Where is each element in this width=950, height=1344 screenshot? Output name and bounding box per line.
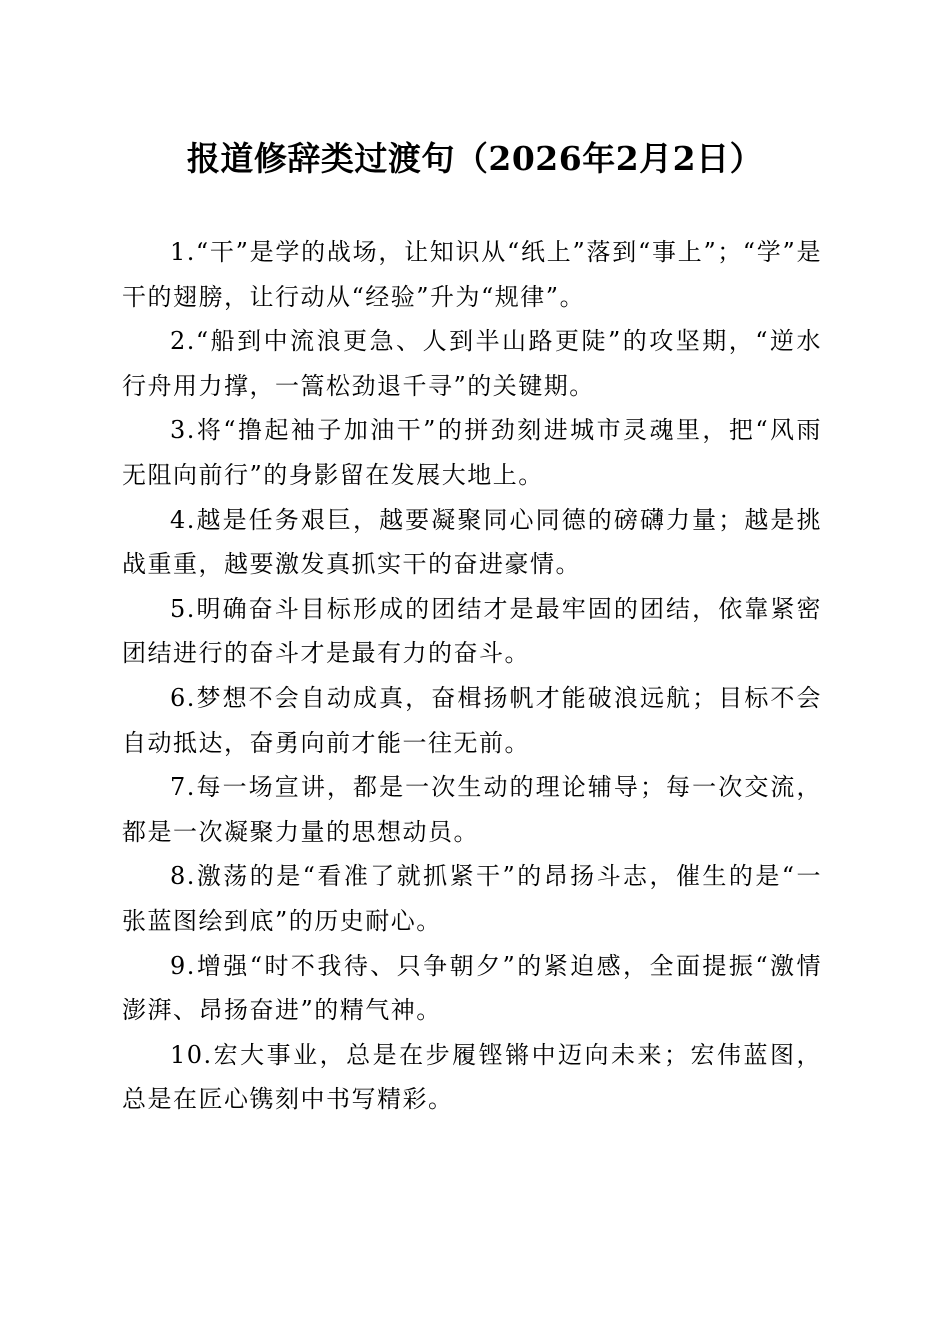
paragraph-10: 10.宏大事业，总是在步履铿锵中迈向未来；宏伟蓝图，总是在匠心镌刻中书写精彩。 xyxy=(122,1040,822,1114)
paragraph-9: 9.增强“时不我待、只争朝夕”的紧迫感，全面提振“激情澎湃、昂扬奋进”的精气神。 xyxy=(122,951,822,1025)
paragraph-5: 5.明确奋斗目标形成的团结才是最牢固的团结，依靠紧密团结进行的奋斗才是最有力的奋斗。 xyxy=(122,594,822,668)
document-body xyxy=(122,230,822,1122)
paragraph-1: 1.“干”是学的战场，让知识从“纸上”落到“事上”；“学”是干的翅膀，让行动从“经验”升为“规律”。 xyxy=(122,238,822,311)
paragraph-3: 3.将“撸起袖子加油干”的拼劲刻进城市灵魂里，把“风雨无阻向前行”的身影留在发展大地上。 xyxy=(122,416,822,489)
paragraph-8: 8.激荡的是“看准了就抓紧干”的昂扬斗志，催生的是“一张蓝图绘到底”的历史耐心。 xyxy=(122,862,822,935)
document-title: 报道修辞类过渡句（2026年2月2日） xyxy=(186,139,764,178)
paragraph-4: 4.越是任务艰巨，越要凝聚同心同德的磅礴力量；越是挑战重重，越要激发真抓实干的奋进豪情。 xyxy=(122,505,822,579)
paragraph-2: 2.“船到中流浪更急、人到半山路更陡”的攻坚期，“逆水行舟用力撑，一篙松劲退千寻”的关键期。 xyxy=(122,327,822,400)
paragraph-7: 7.每一场宣讲，都是一次生动的理论辅导；每一次交流，都是一次凝聚力量的思想动员。 xyxy=(122,773,822,846)
paragraph-6: 6.梦想不会自动成真，奋楫扬帆才能破浪远航；目标不会自动抵达，奋勇向前才能一往无前。 xyxy=(122,683,822,757)
